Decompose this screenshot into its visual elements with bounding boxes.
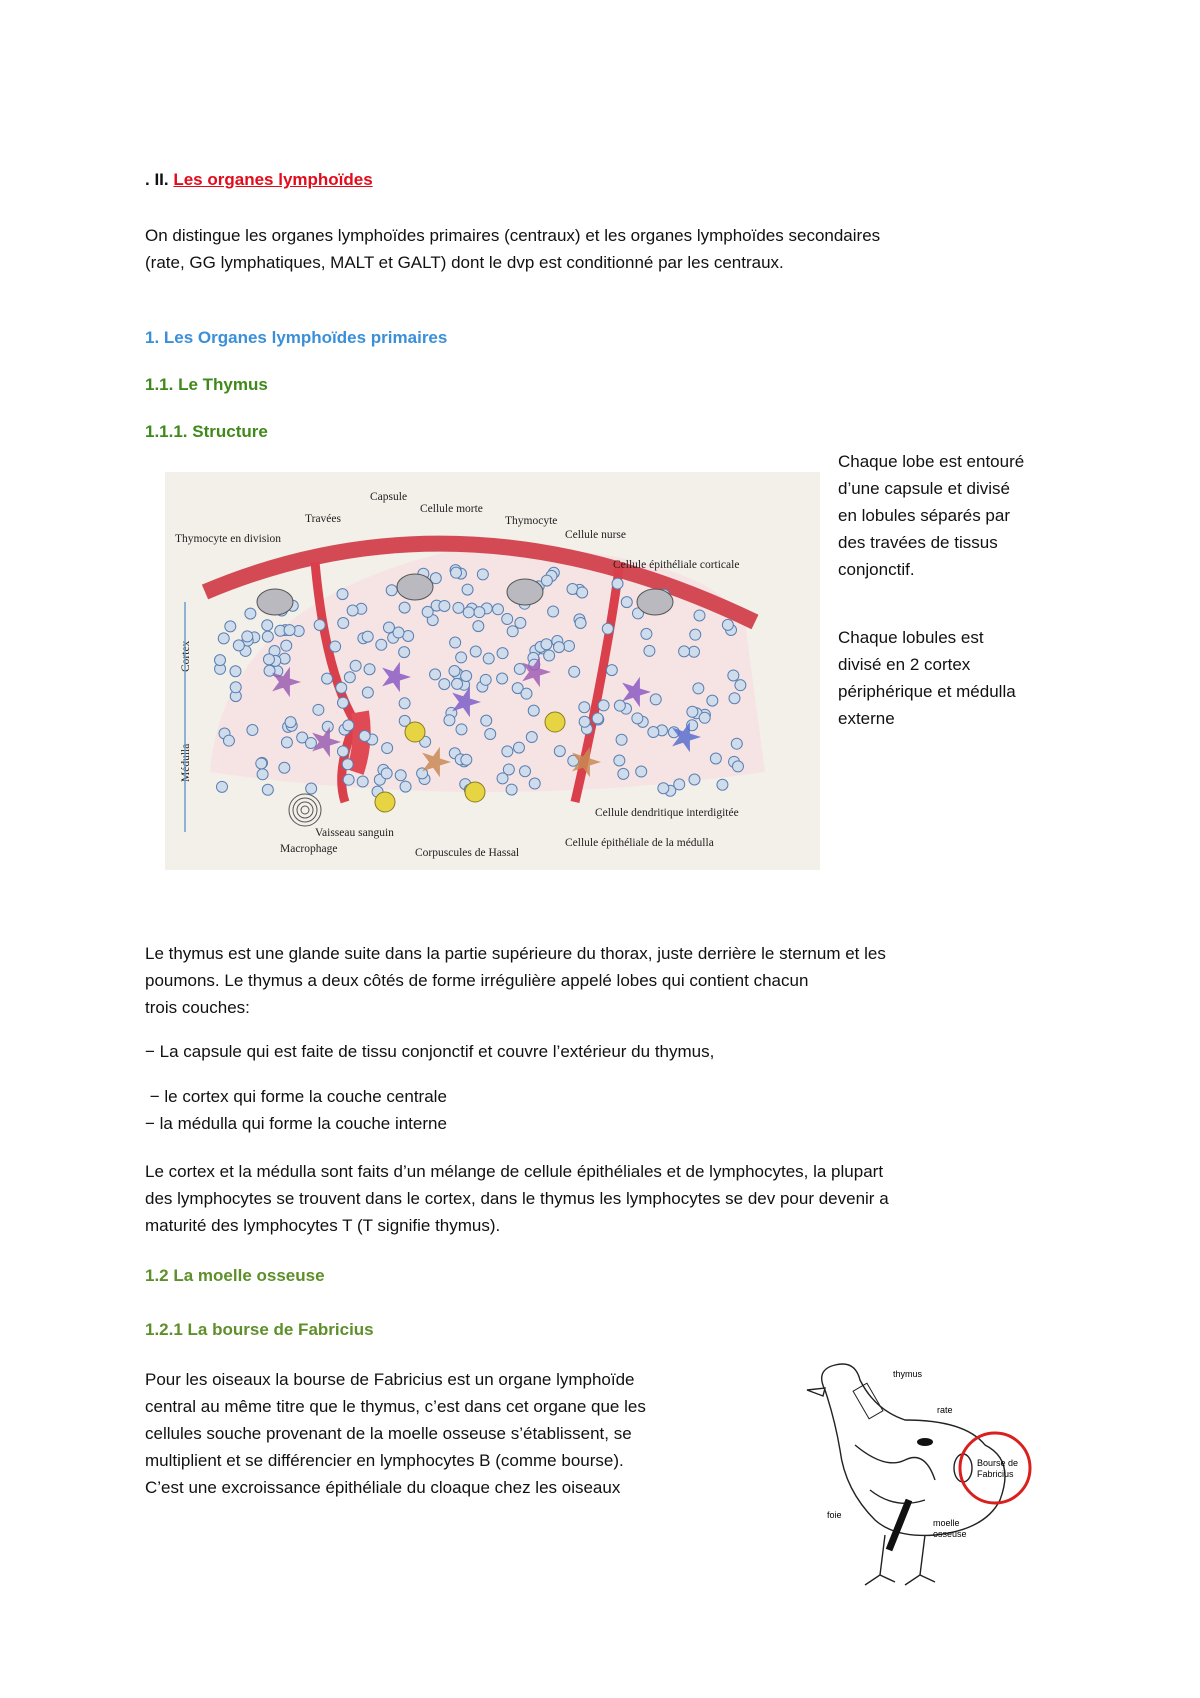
section-title-text: Les organes lymphoïdes <box>173 170 373 189</box>
label-thymocyte-division: Thymocyte en division <box>175 533 282 545</box>
thymocyte-cell <box>541 575 552 586</box>
thymocyte-cell <box>473 621 484 632</box>
thymocyte-cell <box>514 663 525 674</box>
thymocyte-cell <box>257 769 268 780</box>
body-paragraph-3 <box>145 1366 646 1501</box>
thymocyte-cell <box>245 608 256 619</box>
thymocyte-cell <box>710 753 721 764</box>
thymocyte-cell <box>731 738 742 749</box>
thymocyte-cell <box>579 716 590 727</box>
label-epi-corticale: Cellule épithéliale corticale <box>613 559 740 571</box>
thymocyte-cell <box>451 567 462 578</box>
thymocyte-cell <box>592 713 603 724</box>
thymocyte-cell <box>247 724 258 735</box>
thymocyte-cell <box>474 607 485 618</box>
thymocyte-cell <box>614 700 625 711</box>
label-thymocyte: Thymocyte <box>505 515 558 527</box>
nurse-cell <box>507 579 543 605</box>
nurse-cell <box>637 589 673 615</box>
macrophage-cell <box>405 722 425 742</box>
thymocyte-cell <box>492 604 503 615</box>
label-vaisseau: Vaisseau sanguin <box>315 827 394 839</box>
thymocyte-cell <box>400 781 411 792</box>
thymocyte-cell <box>554 746 565 757</box>
label-hassal: Corpuscules de Hassal <box>415 847 520 859</box>
side-line: périphérique et médulla <box>838 682 1016 701</box>
thymocyte-cell <box>362 687 373 698</box>
thymocyte-cell <box>728 670 739 681</box>
thymus-organ <box>853 1383 883 1419</box>
body-line: trois couches: <box>145 998 250 1017</box>
thymocyte-cell <box>281 737 292 748</box>
thymocyte-cell <box>636 766 647 777</box>
thymocyte-cell <box>658 783 669 794</box>
thymocyte-cell <box>399 647 410 658</box>
thymocyte-cell <box>262 631 273 642</box>
thymocyte-cell <box>364 664 375 675</box>
bird-organ-outline <box>855 1445 935 1480</box>
bird-label-fabricius: Fabricius <box>977 1469 1014 1479</box>
thymocyte-cell <box>262 620 273 631</box>
thymocyte-cell <box>480 674 491 685</box>
thymocyte-cell <box>395 770 406 781</box>
thymocyte-cell <box>376 639 387 650</box>
thymocyte-cell <box>616 734 627 745</box>
bird-label-osseuse: osseuse <box>933 1529 967 1539</box>
body-line: C’est une excroissance épithéliale du cloaque chez les oiseaux <box>145 1478 621 1497</box>
thymocyte-cell <box>648 727 659 738</box>
body-line: poumons. Le thymus a deux côtés de forme irrégulière appelé lobes qui contient chacun <box>145 971 809 990</box>
macrophage-cell <box>375 792 395 812</box>
nurse-cell <box>397 574 433 600</box>
thymocyte-cell <box>470 646 481 657</box>
thymocyte-cell <box>690 629 701 640</box>
label-cellule-morte: Cellule morte <box>420 503 483 515</box>
thymocyte-cell <box>383 622 394 633</box>
thymocyte-cell <box>687 706 698 717</box>
thymocyte-cell <box>233 640 244 651</box>
thymocyte-cell <box>262 784 273 795</box>
body-line: Pour les oiseaux la bourse de Fabricius est un organe lymphoïde <box>145 1370 635 1389</box>
thymocyte-cell <box>215 655 226 666</box>
moelle-bone <box>889 1500 909 1550</box>
hassal-corpuscle <box>301 806 309 814</box>
rate-organ <box>917 1438 933 1446</box>
thymocyte-cell <box>306 783 317 794</box>
heading-structure: 1.1.1. Structure <box>145 422 268 441</box>
thymocyte-cell <box>322 673 333 684</box>
thymocyte-cell <box>223 735 234 746</box>
side-line: externe <box>838 709 895 728</box>
thymocyte-cell <box>463 607 474 618</box>
thymocyte-cell <box>526 732 537 743</box>
thymocyte-cell <box>693 683 704 694</box>
thymocyte-cell <box>336 682 347 693</box>
thymocyte-cell <box>461 754 472 765</box>
thymocyte-cell <box>256 758 267 769</box>
thymocyte-cell <box>694 610 705 621</box>
thymocyte-cell <box>569 666 580 677</box>
body-line: Le thymus est une glande suite dans la partie supérieure du thorax, juste derrière le sternum et les <box>145 944 886 963</box>
body-paragraph-1 <box>145 940 886 1021</box>
macrophage-cell <box>545 712 565 732</box>
thymus-structure-figure <box>165 472 820 870</box>
thymocyte-cell <box>313 704 324 715</box>
thymocyte-cell <box>338 697 349 708</box>
thymocyte-cell <box>528 705 539 716</box>
bird-label-bourse: Bourse de <box>977 1458 1019 1468</box>
thymocyte-cell <box>381 768 392 779</box>
side-line: divisé en 2 cortex <box>838 655 971 674</box>
thymocyte-cell <box>506 784 517 795</box>
hassal-corpuscle <box>297 802 313 818</box>
thymocyte-cell <box>279 762 290 773</box>
thymocyte-cell <box>502 613 513 624</box>
thymocyte-cell <box>337 589 348 600</box>
thymocyte-cell <box>729 693 740 704</box>
thymocyte-cell <box>450 637 461 648</box>
thymocyte-cell <box>225 621 236 632</box>
thymocyte-cell <box>502 746 513 757</box>
thymocyte-cell <box>644 645 655 656</box>
thymocyte-cell <box>357 776 368 787</box>
side-line: Chaque lobe est entouré <box>838 452 1025 471</box>
nurse-cell <box>257 589 293 615</box>
thymocyte-cell <box>462 584 473 595</box>
bird-beak <box>807 1388 825 1396</box>
thymocyte-cell <box>216 781 227 792</box>
thymocyte-cell <box>218 633 229 644</box>
label-macrophage: Macrophage <box>280 843 338 855</box>
body-paragraph-2 <box>145 1158 889 1239</box>
thymocyte-cell <box>497 673 508 684</box>
side-line: des travées de tissus <box>838 533 998 552</box>
bird-figure <box>785 1350 1055 1600</box>
thymocyte-cell <box>641 628 652 639</box>
thymocyte-cell <box>281 640 292 651</box>
thymocyte-cell <box>477 569 488 580</box>
thymocyte-cell <box>230 666 241 677</box>
heading-thymus: 1.1. Le Thymus <box>145 375 268 394</box>
thymocyte-cell <box>541 639 552 650</box>
thymocyte-cell <box>382 743 393 754</box>
lobule-body <box>210 544 765 792</box>
side-line: conjonctif. <box>838 560 915 579</box>
thymocyte-cell <box>513 742 524 753</box>
thymocyte-cell <box>579 702 590 713</box>
thymocyte-cell <box>347 605 358 616</box>
bullet-cortex: − le cortex qui forme la couche centrale <box>145 1087 447 1106</box>
thymocyte-cell <box>577 587 588 598</box>
thymocyte-cell <box>422 606 433 617</box>
thymocyte-cell <box>305 738 316 749</box>
thymocyte-cell <box>689 774 700 785</box>
thymocyte-cell <box>598 700 609 711</box>
thymocyte-cell <box>497 648 508 659</box>
side-note <box>838 448 1024 583</box>
label-travees: Travées <box>305 513 341 525</box>
thymocyte-cell <box>707 695 718 706</box>
body-line: maturité des lymphocytes T (T signifie thymus). <box>145 1216 501 1235</box>
thymocyte-cell <box>264 665 275 676</box>
thymocyte-cell <box>563 640 574 651</box>
thymocyte-cell <box>732 761 743 772</box>
thymocyte-cell <box>515 617 526 628</box>
label-epi-medulla: Cellule épithéliale de la médulla <box>565 837 714 849</box>
thymocyte-cell <box>485 729 496 740</box>
thymocyte-cell <box>722 619 733 630</box>
thymocyte-cell <box>602 623 613 634</box>
thymocyte-cell <box>342 759 353 770</box>
section-number: . II. <box>145 170 174 189</box>
bird-label-moelle: moelle <box>933 1518 960 1528</box>
thymocyte-cell <box>481 715 492 726</box>
thymocyte-cell <box>343 774 354 785</box>
heading-moelle: 1.2 La moelle osseuse <box>145 1266 325 1285</box>
label-cortex: Cortex <box>180 640 192 672</box>
label-cellule-nurse: Cellule nurse <box>565 529 626 541</box>
heading-bourse: 1.2.1 La bourse de Fabricius <box>145 1320 374 1339</box>
thymocyte-cell <box>439 600 450 611</box>
bird-label-foie: foie <box>827 1510 842 1520</box>
bullet-medulla: − la médulla qui forme la couche interne <box>145 1114 447 1133</box>
thymocyte-cell <box>449 665 460 676</box>
macrophage-cell <box>465 782 485 802</box>
heading-primary-organs: 1. Les Organes lymphoïdes primaires <box>145 328 448 347</box>
bird-leg <box>905 1535 935 1585</box>
thymocyte-cell <box>483 653 494 664</box>
side-line: Chaque lobules est <box>838 628 984 647</box>
hassal-corpuscle <box>289 794 321 826</box>
bullet-capsule: − La capsule qui est faite de tissu conjonctif et couvre l’extérieur du thymus, <box>145 1042 715 1061</box>
thymocyte-cell <box>362 631 373 642</box>
thymocyte-cell <box>699 712 710 723</box>
label-medulla: Médulla <box>180 743 192 782</box>
intro-paragraph <box>145 222 880 276</box>
thymocyte-cell <box>452 678 463 689</box>
body-line: cellules souche provenant de la moelle osseuse s’établissent, se <box>145 1424 632 1443</box>
thymocyte-cell <box>338 618 349 629</box>
thymocyte-cell <box>337 746 348 757</box>
intro-line: (rate, GG lymphatiques, MALT et GALT) dont le dvp est conditionné par les centraux. <box>145 253 784 272</box>
thymocyte-cell <box>386 585 397 596</box>
thymocyte-cell <box>343 720 354 731</box>
bird-diagram <box>785 1350 1055 1600</box>
thymocyte-cell <box>735 680 746 691</box>
side-note-2 <box>838 624 1016 732</box>
label-capsule: Capsule <box>370 491 408 503</box>
body-line: multiplient et se différencier en lymphocytes B (comme bourse). <box>145 1451 624 1470</box>
thymocyte-cell <box>553 642 564 653</box>
bird-organ-outline <box>870 1490 925 1503</box>
thymocyte-cell <box>497 773 508 784</box>
thymocyte-cell <box>621 597 632 608</box>
thymocyte-cell <box>529 778 540 789</box>
bourse-organ <box>954 1454 972 1482</box>
thymocyte-cell <box>461 670 472 681</box>
thymocyte-cell <box>612 578 623 589</box>
thymocyte-cell <box>350 660 361 671</box>
side-line: en lobules séparés par <box>838 506 1011 525</box>
thymocyte-cell <box>688 646 699 657</box>
thymocyte-cell <box>575 618 586 629</box>
thymocyte-cell <box>284 625 295 636</box>
thymocyte-cell <box>439 679 450 690</box>
thymocyte-cell <box>230 682 241 693</box>
thymocyte-cell <box>521 688 532 699</box>
thymocyte-cell <box>399 698 410 709</box>
thymocyte-cell <box>285 717 296 728</box>
intro-line: On distingue les organes lymphoïdes primaires (centraux) et les organes lymphoïdes secondaires <box>145 226 881 245</box>
bird-body-outline <box>822 1364 1005 1535</box>
thymocyte-cell <box>618 768 629 779</box>
body-line: Le cortex et la médulla sont faits d’un mélange de cellule épithéliales et de lymphocytes, la plupart <box>145 1162 884 1181</box>
thymocyte-cell <box>242 631 253 642</box>
thymocyte-cell <box>679 646 690 657</box>
thymocyte-cell <box>520 766 531 777</box>
body-line: central au même titre que le thymus, c’est dans cet organe que les <box>145 1397 646 1416</box>
thymocyte-cell <box>430 669 441 680</box>
body-line: des lymphocytes se trouvent dans le cortex, dans le thymus les lymphocytes se dev pour devenir a <box>145 1189 889 1208</box>
thymocyte-cell <box>650 694 661 705</box>
thymocyte-cell <box>717 779 728 790</box>
thymocyte-cell <box>330 641 341 652</box>
thymocyte-cell <box>632 713 643 724</box>
thymocyte-cell <box>453 602 464 613</box>
label-dendritique: Cellule dendritique interdigitée <box>595 807 739 819</box>
thymocyte-cell <box>548 606 559 617</box>
thymocyte-cell <box>399 602 410 613</box>
thymocyte-cell <box>544 650 555 661</box>
section-title <box>145 166 373 193</box>
side-line: d’une capsule et divisé <box>838 479 1011 498</box>
thymocyte-cell <box>456 724 467 735</box>
thymocyte-cell <box>614 755 625 766</box>
thymocyte-cell <box>444 715 455 726</box>
thymocyte-cell <box>606 665 617 676</box>
thymocyte-cell <box>314 619 325 630</box>
thymus-diagram <box>165 472 820 870</box>
blood-vessel <box>355 712 362 772</box>
thymocyte-cell <box>359 730 370 741</box>
thymocyte-cell <box>263 654 274 665</box>
bourse-highlight-circle <box>960 1433 1030 1503</box>
thymocyte-cell <box>456 652 467 663</box>
bird-label-rate: rate <box>937 1405 953 1415</box>
thymocyte-cell <box>344 672 355 683</box>
bird-label-thymus: thymus <box>893 1369 923 1379</box>
